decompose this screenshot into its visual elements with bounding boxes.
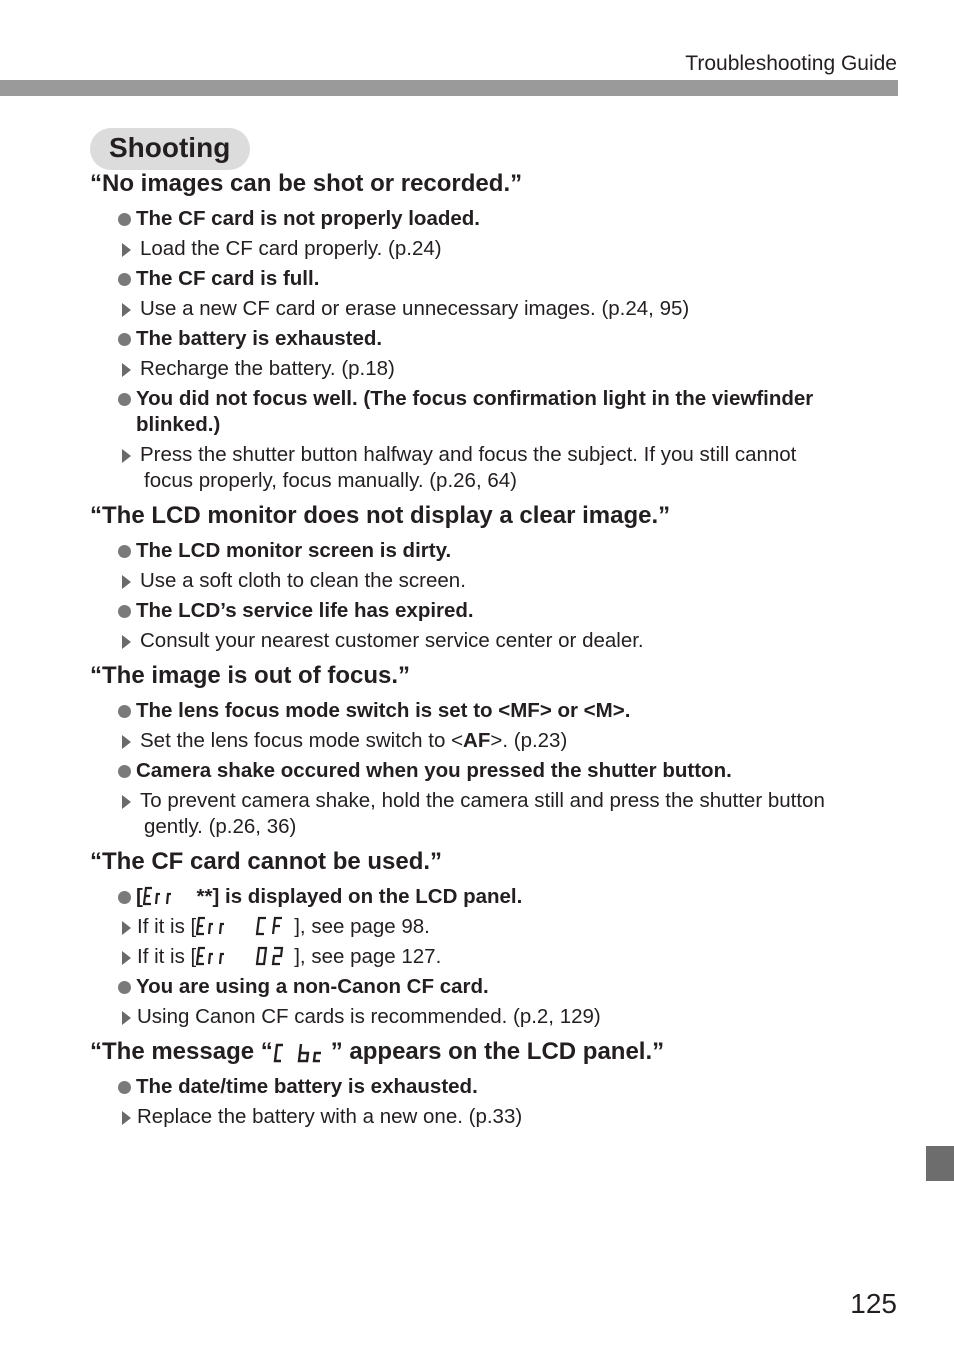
cause-item [90,758,890,784]
cause-item [90,598,890,624]
remedy-item [90,236,890,262]
cause-text: The LCD’s service life has expired. [136,599,474,622]
lcd-segment-err [143,886,191,906]
arrow-right-icon [122,1011,131,1025]
cause-text: The date/time battery is exhausted. [136,1075,478,1098]
cause-text-line2: blinked.) [136,413,221,436]
troubleshooting-list [90,166,890,1130]
lcd-segment-err-02 [196,946,294,966]
cause-text: The CF card is full. [136,267,320,290]
remedy-text-suffix: >. (p.23) [490,729,568,752]
cause-item [90,974,890,1000]
bullet-icon [118,891,131,904]
problem-heading-suffix: ” appears on the LCD panel.” [330,1038,665,1065]
bullet-icon [118,273,131,286]
bullet-icon [118,705,131,718]
problem-heading-prefix: “The message “ [90,1038,273,1065]
cause-item [90,266,890,292]
remedy-item [90,442,890,494]
remedy-item [90,728,890,754]
remedy-text: Use a soft cloth to clean the screen. [140,569,466,592]
remedy-text: Load the CF card properly. (p.24) [140,237,442,260]
remedy-text-prefix: If it is [ [137,915,197,938]
cause-text: You are using a non-Canon CF card. [136,975,489,998]
remedy-item [90,1104,890,1130]
remedy-text: Use a new CF card or erase unnecessary images. (p.24, 95) [140,297,690,320]
bullet-icon [118,545,131,558]
cause-text-line1: You did not focus well. (The focus confirmation light in the viewfinder [136,387,814,410]
bullet-icon [118,333,131,346]
remedy-text-line1: To prevent camera shake, hold the camera still and press the shutter button [140,789,825,812]
cause-item [90,206,890,232]
cause-item [90,538,890,564]
remedy-text-line2: focus properly, focus manually. (p.26, 64) [144,469,517,492]
bullet-icon [118,981,131,994]
remedy-text: Replace the battery with a new one. (p.33) [137,1105,523,1128]
header-rule-bar [0,80,898,96]
page-number: 125 [850,1288,897,1319]
arrow-right-icon [122,635,131,649]
cause-item [90,1074,890,1100]
chapter-side-tab [926,1146,954,1181]
remedy-text: Recharge the battery. (p.18) [140,357,395,380]
cause-text: **] is displayed on the LCD panel. [190,885,523,908]
problem-heading: “The image is out of focus.” [90,662,411,689]
remedy-text: ], see page 127. [294,945,442,968]
bullet-icon [118,605,131,618]
arrow-right-icon [122,1111,131,1125]
problem-heading [90,1034,890,1070]
lcd-segment-cbc [273,1042,331,1062]
cause-text: The battery is exhausted. [136,327,383,350]
running-header-title: Troubleshooting Guide [685,52,897,75]
bullet-icon [118,213,131,226]
arrow-right-icon [122,735,131,749]
cause-text: The lens focus mode switch is set to <MF> or <M>. [136,699,631,722]
arrow-right-icon [122,363,131,377]
arrow-right-icon [122,575,131,589]
cause-text-prefix: [ [136,885,143,908]
arrow-right-icon [122,795,131,809]
bullet-icon [118,765,131,778]
remedy-text: ], see page 98. [294,915,430,938]
arrow-right-icon [122,303,131,317]
remedy-text-line2: gently. (p.26, 36) [144,815,297,838]
remedy-text: Using Canon CF cards is recommended. (p.2, 129) [137,1005,601,1028]
cause-text: The LCD monitor screen is dirty. [136,539,452,562]
remedy-item [90,628,890,654]
problem-heading: “The LCD monitor does not display a clear image.” [90,502,671,529]
remedy-item [90,296,890,322]
bullet-icon [118,393,131,406]
remedy-text-line1: Press the shutter button halfway and focus the subject. If you still cannot [140,443,797,466]
cause-item [90,326,890,352]
arrow-right-icon [122,449,131,463]
cause-text: Camera shake occured when you pressed the shutter button. [136,759,732,782]
cause-item [90,698,890,724]
cause-item [90,884,890,910]
remedy-text: Set the lens focus mode switch to < [140,729,464,752]
arrow-right-icon [122,951,131,965]
remedy-text-prefix: If it is [ [137,945,197,968]
arrow-right-icon [122,243,131,257]
remedy-item [90,1004,890,1030]
remedy-item [90,914,890,940]
problem-heading: “No images can be shot or recorded.” [90,170,523,197]
problem-heading: “The CF card cannot be used.” [90,848,443,875]
remedy-item [90,356,890,382]
bullet-icon [118,1081,131,1094]
cause-text: The CF card is not properly loaded. [136,207,480,230]
mode-label-af: AF [463,729,491,752]
cause-item [90,386,890,438]
remedy-item [90,788,890,840]
remedy-text: Consult your nearest customer service center or dealer. [140,629,644,652]
lcd-segment-err-cf [196,916,294,936]
section-heading: Shooting [109,132,231,163]
arrow-right-icon [122,921,131,935]
remedy-item [90,568,890,594]
remedy-item [90,944,890,970]
